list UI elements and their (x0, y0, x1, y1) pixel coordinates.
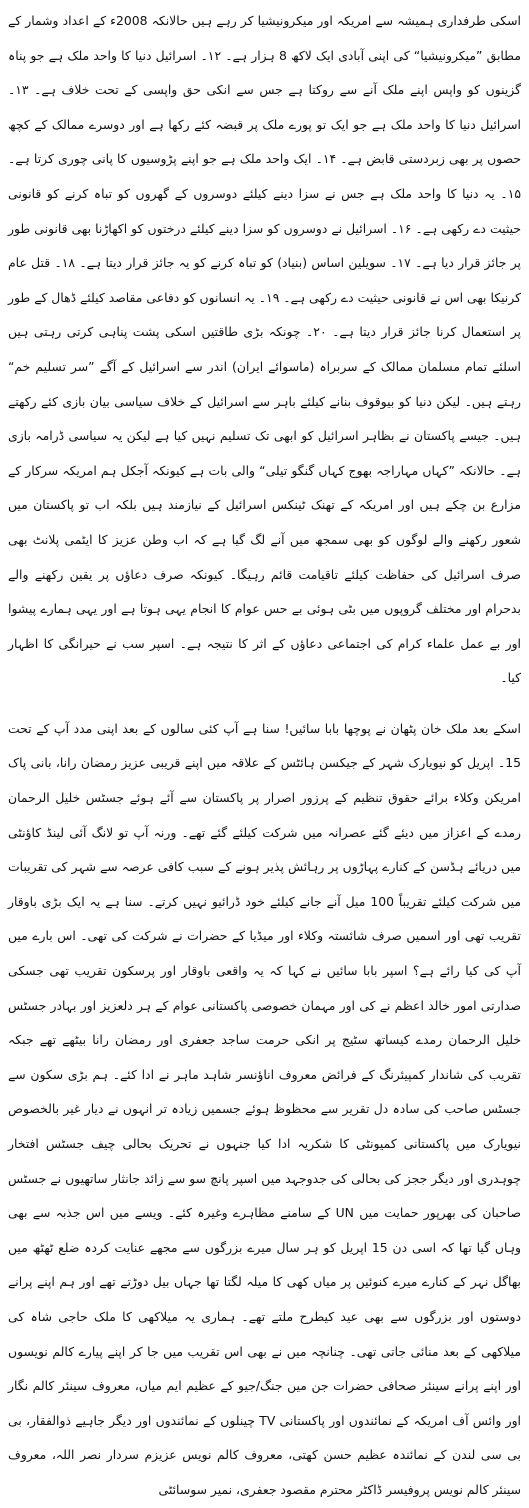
article-paragraph: اسکے بعد ملک خان پٹھان نے پوچھا بابا سائیں! سنا ہے آپ کئی سالوں کے بعد اپنی مدد آپ کے تحت 15۔ اپریل کو نیویارک شہر کے جیکسن ہائٹس کے علاقہ میں اپنے قریبی عزیز رمضان رانا، بانی پاک امریکن وکلاء برائے حقوق تنظیم کے پرزور اصرار پر پاکستان سے آئے ہوئے جسٹس خلیل الرحمان رمدے کے اعزاز میں دیئے گئے عصرانہ میں شرکت کیلئے گئے تھے۔ ورنہ آپ تو لانگ آئی لینڈ کاؤنٹی میں دریائے ہڈسن کے کنارے پہاڑوں پر رہائش پذیر ہونے کے سبب کافی عرصہ سے شہر کی تقریبات میں شرکت کیلئے تقریباً 100 میل آنے جانے کیلئے خود ڈرائیو نہیں کرتے۔ سنا ہے یہ ایک بڑی باوقار تقریب تھی اور اسمیں صرف شائستہ وکلاء اور میڈیا کے حضرات نے شرکت کی تھی۔ اس بارے میں آپ کی کیا رائے ہے؟ اسپر بابا سائیں نے کہا کہ یہ واقعی باوقار اور پرسکون تقریب تھی جسکی صدارتی امور خالد اعظم نے کی اور مہمان خصوصی پاکستانی عوام کے ہر دلعزیز اور بہادر جسٹس خلیل الرحمان رمدے کیساتھ سٹیج پر انکی حرمت ساجد جعفری اور رمضان رانا بیٹھے تھے جبکہ تقریب کی شاندار کمپیئرنگ کے فرائض معروف اناؤنسر شاہد ماہر نے ادا کئے۔ ہم بڑی سکون سے جسٹس صاحب کی سادہ دل تقریر سے محظوظ ہوئے جسمیں زیادہ تر انہوں نے دیار غیر بالخصوص نیویارک میں پاکستانی کمیونٹی کا شکریہ ادا کیا جنہوں نے تحریک بحالی چیف جسٹس افتخار چوہدری اور دیگر ججز کی بحالی کی جدوجہد میں اسپر پانچ سو سے زائد جانثار ساتھیوں نے جسٹس صاحبان کی بھرپور حمایت میں UN کے سامنے مظاہرے وغیرہ کئے۔ ویسے میں اس جذبہ سے بھی وہاں گیا تھا کہ اسی دن 15 اپریل کو ہر سال میرے بزرگوں سے مجھے عنایت کردہ ضلع ٹھٹھ میں بھاگل نہر کے کنارے میرے کنوئیں پر میاں کھی کا میلہ لگتا تھا جہاں بیل دوڑتے تھے اور ہم اپنے پرانے دوستوں اور بزرگوں سے بھی عید کیطرح ملتے تھے۔ ہماری یہ میلاکھی کا ملک حاجی شاہ کی میلاکھی کے بعد منائی جاتی تھی۔ چنانچہ میں نے بھی اس تقریب میں جا کر اپنے پیارے کالم نویسوں اور اپنے پرانے سینئر صحافی حضرات جن میں جنگ/جیو کے عظیم ایم میاں، معروف سینئر کالم نگار اور وائس آف امریکہ کے نمائندوں اور پاکستانی TV چینلوں کے نمائندوں اور دیگر جاہیے ذوالفقار، بی بی سی لندن کے نمائندہ عظیم حسن کھتی، معروف کالم نویس عزیزم سردار نصر اللہ، معروف سینئر کالم نویس پروفیسر ڈاکٹر محترم مقصود جعفری، نمیر سوسائٹی (8, 720, 522, 1497)
article-paragraph: اسکی طرفداری ہمیشہ سے امریکہ اور میکرونیشیا کر رہے ہیں حالانکہ 2008ء کے اعداد وشمار کے مطابق ”میکرونیشیا“ کی اپنی آبادی ایک لاکھ 8 ہزار ہے۔ ۱۲۔ اسرائیل دنیا کا واحد ملک ہے جو پناہ گزینوں کو واپس اپنے ملک آنے سے روکتا ہے جس سے انکی حق واپسی کے تحت خلاف ہے۔ ۱۳۔ اسرائیل دنیا کا واحد ملک ہے جو ایک تو پورے ملک پر قبضہ کئے رکھا ہے اور دوسرے ممالک کے کچھ حصوں پر بھی زبردستی قابض ہے۔ ۱۴۔ ایک واحد ملک ہے جو اپنے پڑوسیوں کا پانی چوری کرتا ہے۔ ۱۵۔ یہ دنیا کا واحد ملک ہے جس نے سزا دینے کیلئے دوسروں کے گھروں کو تباہ کرنے کو قانونی حیثیت دے رکھی ہے۔ ۱۶۔ اسرائیل نے دوسروں کو سزا دینے کیلئے درختوں کو اکھاڑنا بھی قانونی طور پر جائز قرار دیا ہے۔ ۱۷۔ سویلین اساس (بنیاد) کو تباہ کرنے کو یہ جائز قرار دیتا ہے۔ ۱۸۔ قتل عام کرنیکا بھی اس نے قانونی حیثیت دے رکھی ہے۔ ۱۹۔ یہ انسانوں کو دفاعی مقاصد کیلئے ڈھال کے طور پر استعمال کرنا جائز قرار دیتا ہے۔ ۲۰۔ چونکہ بڑی طاقتیں اسکی پشت پناہی کرتی رہتی ہیں اسلئے تمام مسلمان ممالک کے سربراہ (ماسوائے ایران) اندر سے اسرائیل کے آگے ”سر تسلیم خم“ رہتے ہیں۔ لیکن دنیا کو بیوقوف بنانے کیلئے باہر سے اسرائیل کے خلاف سیاسی بیان بازی کئے رکھتے ہیں۔ جیسے پاکستان نے بظاہر اسرائیل کو ابھی تک تسلیم نہیں کیا ہے لیکن یہ سیاسی ڈرامہ بازی ہے۔ حالانکہ ”کہاں مہاراجہ بھوج کہاں گنگو تیلی“ والی بات ہے کیونکہ آجکل ہم امریکہ سرکار کے مزارع بن چکے ہیں اور امریکہ کے تھنک ٹینکس اسرائیل کے نیازمند ہیں بلکہ اب تو پاکستان میں شعور رکھنے والے لوگوں کو بھی سمجھ میں آنے لگ گیا ہے کہ اب وطن عزیز کا ایٹمی پلانٹ بھی صرف اسرائیل کی حفاظت کیلئے تاقیامت قائم رہیگا۔ کیونکہ صرف دعاؤں پر یقین رکھنے والے بدحرام اور مختلف گروپوں میں بٹی ہوئی بے حس عوام کا انجام یہی ہوتا ہے اور یہی ہمارے پیشوا اور بے عمل علماء کرام کی اجتماعی دعاؤں کے اثر کا نتیجہ ہے۔ اسپر سب نے حیرانگی کا اظہار کیا۔ (8, 13, 522, 686)
